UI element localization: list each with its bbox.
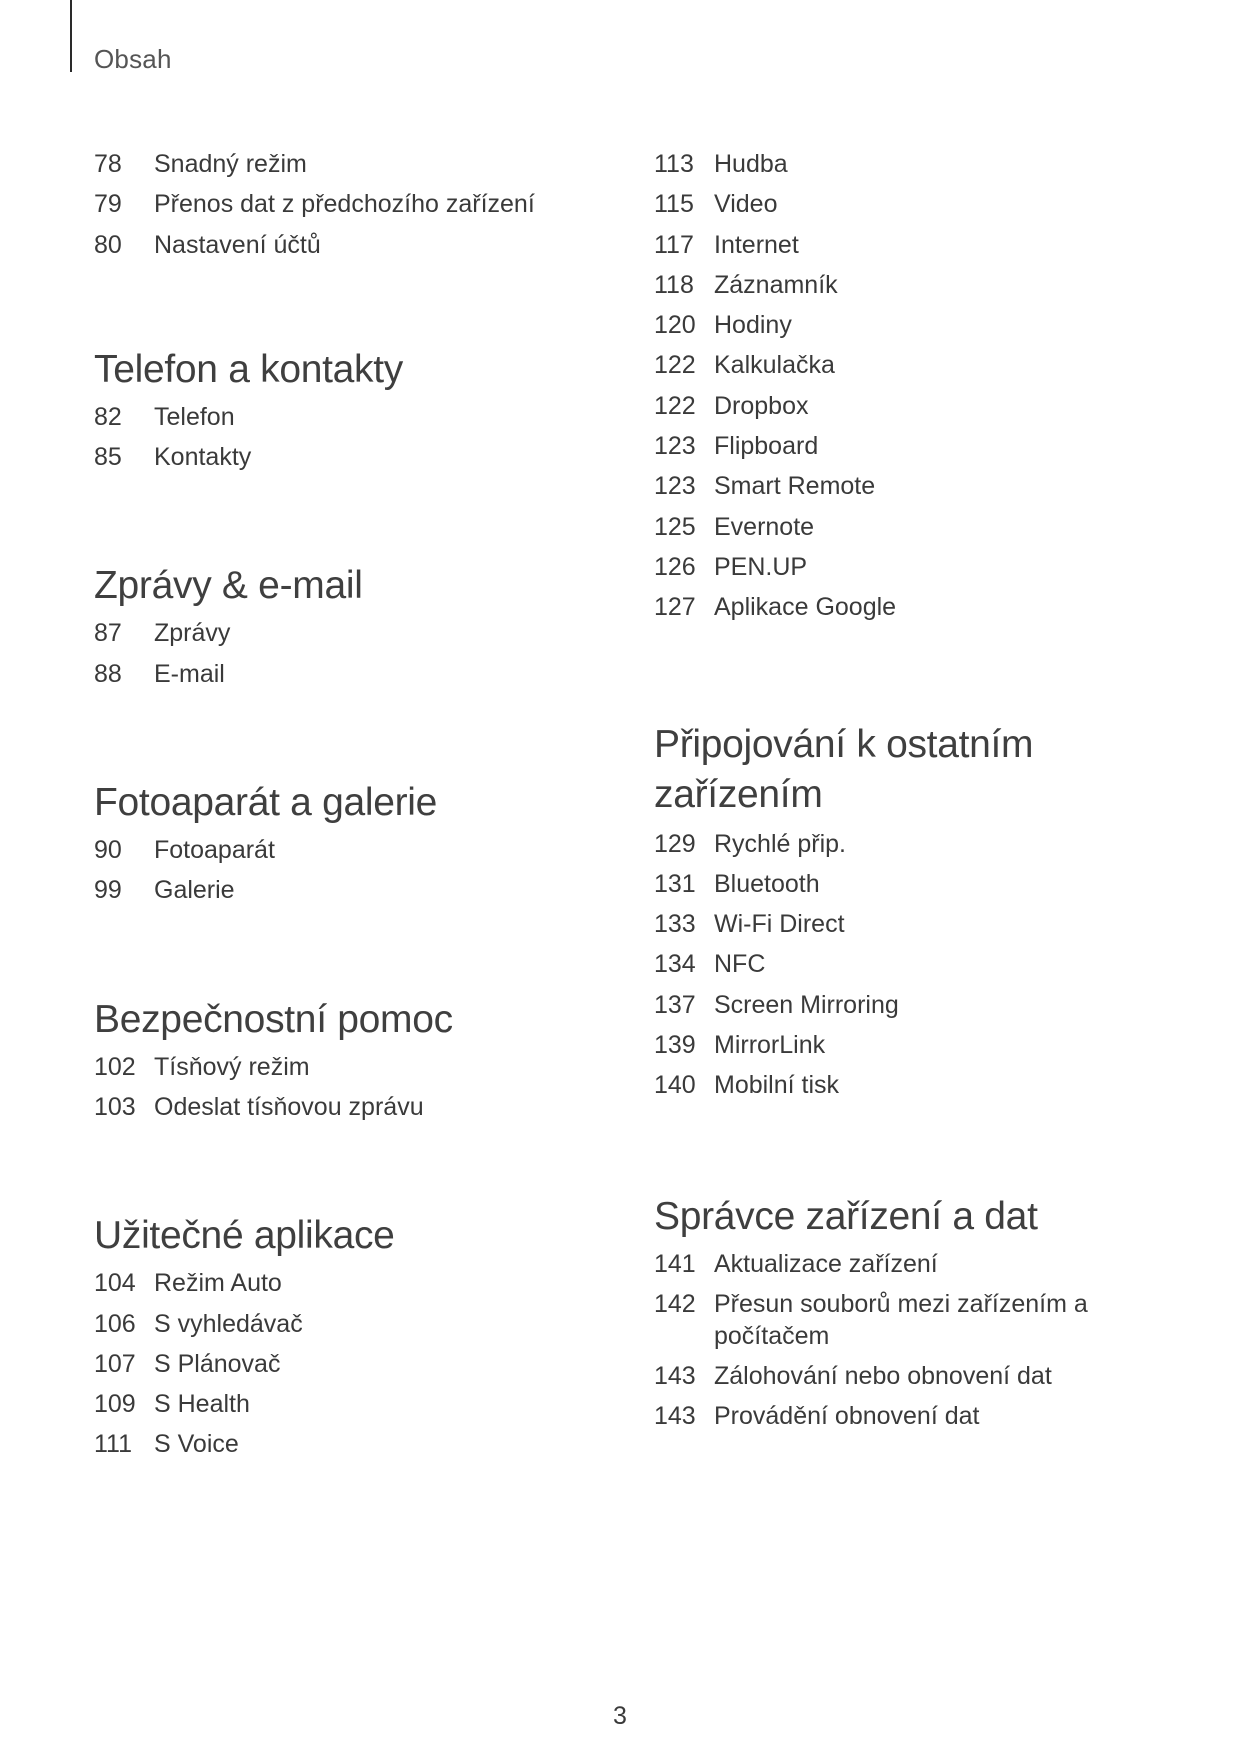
toc-page-number: 125 [654, 512, 696, 541]
toc-entry[interactable] [94, 1344, 614, 1384]
toc-entry-title: Odeslat tísňovou zprávu [154, 1092, 424, 1121]
toc-entry[interactable] [654, 466, 1094, 506]
toc-entry[interactable] [654, 1356, 1094, 1396]
toc-entry-title: Záznamník [714, 270, 838, 299]
toc-entry-title: Telefon [154, 402, 235, 431]
toc-entry-title: Fotoaparát [154, 836, 275, 865]
toc-page-number: 139 [654, 1031, 696, 1060]
toc-page-number: 123 [654, 472, 696, 501]
toc-section-messages-email [94, 561, 614, 694]
toc-entry[interactable] [94, 1304, 614, 1344]
toc-page-number: 102 [94, 1052, 136, 1081]
toc-entry-title: Smart Remote [714, 472, 876, 501]
section-heading[interactable]: Fotoaparát a galerie [94, 781, 438, 825]
toc-page-number: 106 [94, 1309, 136, 1338]
toc-right-column [654, 144, 1094, 1437]
toc-entry-title: Internet [714, 230, 799, 259]
toc-entry-title: NFC [714, 950, 766, 979]
toc-page-number: 143 [654, 1361, 696, 1390]
toc-page-number: 113 [654, 150, 694, 178]
toc-left-column [94, 144, 614, 1465]
toc-entry[interactable] [94, 397, 614, 437]
toc-entry[interactable] [94, 1087, 614, 1127]
toc-page-number: 78 [94, 150, 122, 178]
toc-entry-title: Galerie [154, 876, 235, 905]
section-heading[interactable]: Správce zařízení a dat [654, 1194, 1038, 1238]
toc-page-number: 127 [654, 593, 696, 622]
toc-entry-title: Kalkulačka [714, 351, 835, 380]
toc-page-number: 122 [654, 391, 696, 420]
toc-entry[interactable] [654, 1244, 1094, 1284]
toc-entry[interactable] [94, 225, 614, 265]
toc-entry-title: S Voice [154, 1430, 239, 1459]
toc-entry-title: PEN.UP [714, 552, 808, 581]
toc-entry[interactable] [654, 985, 1094, 1025]
toc-entry[interactable] [654, 144, 1094, 184]
toc-entry-title: Evernote [714, 512, 815, 541]
toc-list [94, 1047, 614, 1128]
toc-entry-title: Aktualizace zařízení [714, 1249, 938, 1278]
toc-entry[interactable] [94, 1263, 614, 1303]
toc-page-number: 118 [654, 270, 694, 299]
toc-entry-title: Tísňový režim [154, 1052, 310, 1081]
toc-entry-title: S Health [154, 1390, 250, 1419]
toc-page-number: 141 [654, 1249, 696, 1278]
toc-page-number: 80 [94, 230, 122, 259]
toc-page-number: 123 [654, 432, 696, 461]
toc-entry-title: S vyhledávač [154, 1309, 303, 1338]
toc-entry[interactable] [94, 654, 614, 694]
toc-entry[interactable] [94, 830, 614, 870]
toc-page-number: 82 [94, 402, 122, 431]
section-heading[interactable]: Telefon a kontakty [94, 347, 403, 391]
toc-section-safety-assistance [94, 995, 614, 1128]
toc-entry[interactable] [94, 613, 614, 653]
toc-list [94, 397, 614, 478]
toc-list [654, 1244, 1094, 1437]
toc-page-number: 103 [94, 1092, 136, 1121]
toc-page-number: 99 [94, 876, 122, 905]
toc-entry[interactable] [654, 1065, 1094, 1105]
header-rule [70, 0, 72, 72]
toc-page-number: 85 [94, 443, 122, 472]
toc-entry-title: Režim Auto [154, 1269, 282, 1298]
toc-entry[interactable] [94, 184, 614, 224]
toc-entry-title: Rychlé přip. [714, 829, 846, 858]
toc-list-apps [654, 144, 1094, 628]
toc-entry[interactable] [654, 305, 1094, 345]
toc-entry[interactable] [654, 547, 1094, 587]
toc-entry-title: Přenos dat z předchozího zařízení [154, 190, 535, 219]
section-heading[interactable]: Zprávy & e-mail [94, 564, 363, 608]
toc-entry[interactable] [94, 1047, 614, 1087]
toc-entry-title [714, 1284, 1094, 1356]
toc-list [94, 613, 614, 694]
toc-page-number: 133 [654, 910, 696, 939]
toc-page-number: 129 [654, 829, 696, 858]
toc-entry-title: Dropbox [714, 391, 809, 420]
toc-entry-title: E-mail [154, 659, 225, 688]
toc-entry[interactable] [654, 944, 1094, 984]
section-heading[interactable]: Bezpečnostní pomoc [94, 997, 453, 1041]
page-header-title: Obsah [94, 44, 172, 74]
section-heading[interactable] [654, 720, 1094, 820]
section-heading-line: Připojování k ostatním [654, 722, 1034, 766]
toc-page-number: 142 [654, 1289, 696, 1318]
toc-page-number: 111 [94, 1430, 133, 1459]
toc-page-number: 122 [654, 351, 696, 380]
toc-section-useful-apps [94, 1211, 614, 1464]
toc-entry[interactable] [94, 870, 614, 910]
toc-entry[interactable] [654, 184, 1094, 224]
toc-entry[interactable] [654, 904, 1094, 944]
toc-list [94, 830, 614, 911]
toc-entry[interactable] [94, 437, 614, 477]
toc-entry[interactable] [654, 225, 1094, 265]
toc-list [654, 824, 1094, 1106]
toc-page-number: 87 [94, 619, 122, 648]
toc-page-number: 143 [654, 1402, 696, 1431]
toc-entry-title: MirrorLink [714, 1031, 826, 1060]
toc-page-number: 115 [654, 190, 694, 219]
toc-entry[interactable] [654, 864, 1094, 904]
toc-entry-title: Kontakty [154, 443, 252, 472]
toc-entry[interactable] [654, 1025, 1094, 1065]
toc-entry-title: Hudba [714, 150, 788, 178]
toc-page-number: 137 [654, 990, 696, 1019]
toc-entry[interactable] [94, 1424, 614, 1464]
toc-entry[interactable] [654, 386, 1094, 426]
toc-entry-title-line: Přesun souborů mezi zařízením a [714, 1289, 1088, 1318]
toc-section-device-data-manager [654, 1192, 1094, 1437]
toc-page-number: 107 [94, 1349, 136, 1378]
toc-page-number: 117 [654, 230, 694, 259]
toc-entry-title: Zprávy [154, 619, 231, 648]
toc-entry[interactable] [94, 144, 614, 184]
section-heading-line: zařízením [654, 772, 823, 816]
toc-entry[interactable] [654, 426, 1094, 466]
toc-entry[interactable] [654, 1396, 1094, 1436]
toc-section-phone-contacts [94, 345, 614, 478]
toc-entry[interactable] [654, 265, 1094, 305]
toc-entry-title: Flipboard [714, 432, 819, 461]
toc-section-connecting-devices [654, 720, 1094, 1106]
section-heading[interactable]: Užitečné aplikace [94, 1214, 395, 1258]
toc-page-number: 109 [94, 1390, 136, 1419]
toc-entry-title: Hodiny [714, 311, 792, 340]
toc-page-number: 131 [654, 869, 696, 898]
toc-entry-title: Zálohování nebo obnovení dat [714, 1361, 1052, 1390]
toc-entry-title-line: počítačem [714, 1321, 830, 1350]
toc-entry[interactable] [94, 1384, 614, 1424]
page-number: 3 [613, 1702, 627, 1730]
toc-entry-title: Snadný režim [154, 150, 307, 178]
toc-entry-title: Video [714, 190, 778, 219]
toc-page-number: 126 [654, 552, 696, 581]
toc-page-number: 120 [654, 311, 696, 340]
toc-entry[interactable] [654, 507, 1094, 547]
toc-entry-title: Nastavení účtů [154, 230, 321, 259]
toc-page-number: 104 [94, 1269, 136, 1298]
toc-entry[interactable] [654, 587, 1094, 627]
toc-list-intro [94, 144, 614, 265]
toc-page-number: 88 [94, 659, 122, 688]
toc-entry-title: Wi-Fi Direct [714, 910, 845, 939]
toc-entry-title: Provádění obnovení dat [714, 1402, 980, 1431]
toc-entry-title: Mobilní tisk [714, 1071, 840, 1100]
toc-page-number: 79 [94, 190, 122, 219]
toc-entry-title: Bluetooth [714, 869, 820, 898]
toc-entry-title: S Plánovač [154, 1349, 281, 1378]
toc-entry-title: Screen Mirroring [714, 990, 899, 1019]
toc-page-number: 90 [94, 836, 122, 865]
toc-page-number: 140 [654, 1071, 696, 1100]
toc-entry[interactable] [654, 345, 1094, 385]
toc-entry[interactable] [654, 1284, 1094, 1356]
toc-list [94, 1263, 614, 1464]
toc-entry[interactable] [654, 824, 1094, 864]
toc-page-number: 134 [654, 950, 696, 979]
toc-section-camera-gallery [94, 778, 614, 911]
toc-entry-title: Aplikace Google [714, 593, 897, 622]
